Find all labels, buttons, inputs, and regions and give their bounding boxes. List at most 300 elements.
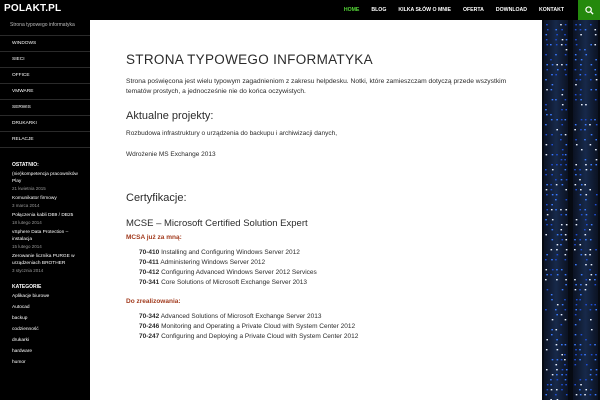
server-led	[579, 239, 581, 240]
server-led	[595, 74, 597, 75]
server-led	[546, 189, 548, 190]
server-led	[562, 104, 564, 105]
server-led	[557, 349, 559, 350]
server-led	[551, 294, 553, 295]
exam-item	[126, 332, 526, 342]
server-led	[585, 194, 587, 195]
server-led	[585, 219, 587, 220]
server-led	[565, 284, 567, 285]
server-led	[590, 239, 592, 240]
server-led	[557, 304, 559, 305]
server-led	[585, 159, 587, 160]
exam-name: Installing and Configuring Windows Server 2012	[161, 249, 300, 256]
server-led	[561, 159, 563, 160]
server-led	[575, 24, 577, 25]
server-led	[576, 304, 578, 305]
server-led	[562, 39, 564, 40]
server-led	[580, 34, 582, 35]
server-led	[595, 149, 597, 150]
server-led	[575, 29, 577, 30]
server-led	[566, 49, 568, 50]
server-led	[556, 374, 558, 375]
server-led	[551, 164, 553, 165]
server-led	[556, 119, 558, 120]
server-led	[552, 194, 554, 195]
server-led	[566, 144, 568, 145]
server-led	[556, 44, 558, 45]
server-led	[557, 274, 559, 275]
server-led	[546, 44, 548, 45]
server-led	[590, 119, 592, 120]
server-led	[590, 89, 592, 90]
server-led	[551, 299, 553, 300]
menu-item-drukarki[interactable]: DRUKARKI	[0, 116, 90, 132]
recent-posts-title: OSTATNIO:	[12, 162, 39, 168]
server-led	[562, 184, 564, 185]
server-led	[561, 124, 563, 125]
recent-post-link[interactable]: (nie)kompetencja pracowników Play	[12, 172, 78, 184]
server-led	[580, 74, 582, 75]
server-led	[566, 224, 568, 225]
server-led	[546, 184, 548, 185]
server-led	[565, 119, 567, 120]
server-led	[575, 39, 577, 40]
server-led	[545, 174, 547, 175]
server-led	[551, 174, 553, 175]
server-led	[561, 224, 563, 225]
server-led	[576, 234, 578, 235]
nav-offer[interactable]: OFERTA	[462, 7, 484, 13]
recent-post-date: 18 lutego 2014	[12, 220, 42, 225]
server-led	[565, 54, 567, 55]
server-led	[560, 174, 562, 175]
server-led	[581, 184, 583, 185]
recent-post-date: 3 marca 2014	[12, 203, 40, 208]
server-led	[552, 359, 554, 360]
server-led	[580, 89, 582, 90]
exam-code: 70-412	[139, 269, 160, 276]
server-led	[550, 59, 552, 60]
nav-download[interactable]: DOWNLOAD	[495, 7, 528, 13]
server-led	[595, 274, 597, 275]
server-led	[579, 289, 581, 290]
menu-item-serwis[interactable]: SERWIS	[0, 100, 90, 116]
server-led	[556, 194, 558, 195]
recent-post	[0, 195, 90, 209]
server-led	[585, 104, 587, 105]
server-led	[585, 264, 587, 265]
server-led	[579, 244, 581, 245]
top-bar	[0, 0, 600, 20]
server-led	[591, 329, 593, 330]
categories-title: KATEGORIE	[12, 284, 42, 290]
exam-item	[126, 268, 526, 278]
menu-item-windows[interactable]: WINDOWS	[0, 36, 90, 52]
server-led	[562, 304, 564, 305]
server-led	[565, 189, 567, 190]
server-led	[562, 89, 564, 90]
server-led	[546, 114, 548, 115]
server-led	[550, 379, 552, 380]
server-led	[557, 359, 559, 360]
server-led	[566, 179, 568, 180]
menu-item-sieci[interactable]: SIECI	[0, 52, 90, 68]
server-led	[581, 149, 583, 150]
server-led	[566, 199, 568, 200]
server-led	[575, 289, 577, 290]
server-led	[552, 169, 554, 170]
categories-widget	[0, 284, 90, 367]
nav-contact[interactable]: KONTAKT	[539, 7, 564, 13]
server-led	[585, 254, 587, 255]
exam-code: 70-341	[139, 279, 160, 286]
nav-blog[interactable]: BLOG	[371, 7, 387, 13]
server-led	[595, 99, 597, 100]
server-led	[560, 24, 562, 25]
server-led	[557, 244, 559, 245]
server-led	[590, 164, 592, 165]
server-led	[551, 204, 553, 205]
server-led	[547, 289, 549, 290]
server-led	[551, 89, 553, 90]
server-led	[565, 164, 567, 165]
server-led	[590, 24, 592, 25]
server-led	[576, 224, 578, 225]
server-led	[585, 74, 587, 75]
server-led	[545, 134, 547, 135]
server-led	[552, 64, 554, 65]
server-led	[584, 394, 586, 395]
server-led	[552, 374, 554, 375]
exam-item	[126, 278, 526, 288]
server-led	[564, 159, 566, 160]
server-led	[575, 264, 577, 265]
category-link[interactable]: hardware	[12, 349, 32, 354]
server-led	[551, 329, 553, 330]
server-led	[594, 44, 596, 45]
server-led	[575, 354, 577, 355]
server-led	[590, 369, 592, 370]
exam-code: 70-342	[139, 313, 160, 320]
server-led	[546, 209, 548, 210]
server-led	[574, 129, 576, 130]
server-led	[579, 349, 581, 350]
server-led	[555, 209, 557, 210]
server-led	[580, 69, 582, 70]
server-led	[575, 69, 577, 70]
category-link[interactable]: Autocad	[12, 305, 30, 310]
server-led	[594, 69, 596, 70]
server-led	[585, 119, 587, 120]
search-button[interactable]	[578, 0, 600, 20]
server-led	[555, 29, 557, 30]
todo-label: Do zrealizowania:	[126, 298, 181, 305]
server-led	[590, 144, 592, 145]
server-led	[550, 44, 552, 45]
server-led	[585, 29, 587, 30]
server-led	[565, 24, 567, 25]
server-led	[584, 129, 586, 130]
menu-item-relacje[interactable]: RELACJE	[0, 132, 90, 148]
server-led	[591, 264, 593, 265]
server-led	[551, 74, 553, 75]
server-led	[561, 64, 563, 65]
server-led	[556, 269, 558, 270]
projects-heading: Aktualne projekty:	[126, 110, 214, 122]
server-led	[575, 314, 577, 315]
server-led	[585, 199, 587, 200]
server-led	[591, 274, 593, 275]
server-led	[574, 279, 576, 280]
exam-code: 70-410	[139, 249, 160, 256]
exam-name: Core Solutions of Microsoft Exchange Server 2013	[161, 279, 308, 286]
server-led	[586, 259, 588, 260]
exam-item	[126, 312, 526, 322]
recent-post-link[interactable]: Połączenia kabli DB9 / DB25	[12, 213, 74, 218]
server-led	[580, 194, 582, 195]
exam-code: 70-411	[139, 259, 159, 266]
server-led	[580, 294, 582, 295]
server-led	[575, 334, 577, 335]
server-led	[589, 124, 591, 125]
server-led	[580, 79, 582, 80]
server-led	[551, 134, 553, 135]
server-led	[576, 394, 578, 395]
recent-post	[0, 212, 90, 226]
server-led	[580, 189, 582, 190]
server-led	[556, 184, 558, 185]
server-led	[546, 204, 548, 205]
category-link[interactable]: codzienność	[12, 327, 39, 332]
menu-item-vmware[interactable]: VMWARE	[0, 84, 90, 100]
server-led	[555, 309, 557, 310]
server-led	[552, 219, 554, 220]
server-led	[561, 344, 563, 345]
server-led	[545, 309, 547, 310]
server-led	[564, 364, 566, 365]
server-led	[560, 334, 562, 335]
server-led	[584, 139, 586, 140]
server-led	[596, 124, 598, 125]
server-led	[594, 304, 596, 305]
server-led	[584, 184, 586, 185]
server-led	[545, 219, 547, 220]
server-led	[574, 244, 576, 245]
nav-about[interactable]: KILKA SŁÓW O MNIE	[398, 7, 451, 13]
server-led	[580, 64, 582, 65]
server-led	[545, 54, 547, 55]
exam-item	[126, 322, 526, 332]
server-led	[574, 169, 576, 170]
server-led	[596, 159, 598, 160]
server-led	[565, 169, 567, 170]
server-led	[546, 224, 548, 225]
server-led	[595, 309, 597, 310]
server-led	[545, 234, 547, 235]
server-led	[580, 344, 582, 345]
server-led	[579, 359, 581, 360]
server-led	[545, 269, 547, 270]
nav-home[interactable]: HOME	[343, 7, 360, 13]
server-led	[589, 254, 591, 255]
server-led	[550, 114, 552, 115]
server-led	[556, 129, 558, 130]
server-led	[555, 364, 557, 365]
server-led	[552, 319, 554, 320]
server-led	[575, 174, 577, 175]
server-room-image	[542, 20, 600, 400]
server-led	[580, 379, 582, 380]
server-led	[591, 134, 593, 135]
server-led	[589, 189, 591, 190]
server-led	[545, 109, 547, 110]
cert-title: MCSE – Microsoft Certified Solution Expert	[126, 218, 308, 229]
menu-item-office[interactable]: OFFICE	[0, 68, 90, 84]
recent-post	[0, 171, 90, 192]
server-led	[552, 269, 554, 270]
server-led	[565, 319, 567, 320]
project-item: Wdrożenie MS Exchange 2013	[126, 151, 216, 158]
recent-post-link[interactable]: Zerowanie licznika PURGE w urządzeniach BROTHER	[12, 254, 75, 266]
server-led	[595, 139, 597, 140]
server-led	[565, 134, 567, 135]
category-link[interactable]: drukarki	[12, 338, 30, 343]
server-led	[590, 374, 592, 375]
server-led	[565, 74, 567, 75]
server-led	[546, 369, 548, 370]
page-title: STRONA TYPOWEGO INFORMATYKA	[126, 52, 373, 67]
server-led	[595, 204, 597, 205]
server-led	[565, 259, 567, 260]
server-led	[555, 99, 557, 100]
server-led	[560, 229, 562, 230]
mcsa-exam-list	[126, 248, 526, 288]
recent-post-link[interactable]: Komunikator firmowy	[12, 196, 57, 201]
page-article	[126, 20, 526, 342]
server-led	[565, 239, 567, 240]
server-led	[552, 99, 554, 100]
category-link[interactable]: Aplikacje biurowe	[12, 294, 50, 299]
server-led	[575, 94, 577, 95]
server-led	[579, 389, 581, 390]
server-led	[590, 44, 592, 45]
site-title[interactable]: POLAKT.PL	[4, 3, 62, 14]
server-racks-illustration	[542, 20, 600, 400]
server-led	[580, 99, 582, 100]
server-led	[566, 39, 568, 40]
server-led	[595, 354, 597, 355]
server-led	[595, 359, 597, 360]
server-led	[565, 344, 567, 345]
server-led	[584, 209, 586, 210]
server-led	[547, 384, 549, 385]
server-led	[561, 384, 563, 385]
recent-post-link[interactable]: vSphere Data Protection – instalacja	[12, 230, 69, 242]
exam-name: Configuring Advanced Windows Server 2012 Services	[161, 269, 317, 276]
server-led	[546, 254, 548, 255]
server-led	[591, 379, 593, 380]
server-led	[561, 44, 563, 45]
server-led	[590, 389, 592, 390]
server-led	[565, 214, 567, 215]
server-led	[576, 79, 578, 80]
server-led	[590, 249, 592, 250]
server-led	[545, 394, 547, 395]
server-led	[596, 194, 598, 195]
server-led	[561, 109, 563, 110]
server-led	[555, 39, 557, 40]
server-led	[560, 214, 562, 215]
server-led	[564, 359, 566, 360]
server-led	[556, 64, 558, 65]
server-led	[580, 309, 582, 310]
server-led	[555, 199, 557, 200]
server-led	[545, 279, 547, 280]
server-led	[595, 249, 597, 250]
exam-name: Administering Windows Server 2012	[160, 259, 266, 266]
server-led	[579, 209, 581, 210]
server-led	[596, 79, 598, 80]
server-led	[555, 394, 557, 395]
server-led	[581, 104, 583, 105]
server-led	[579, 169, 581, 170]
server-led	[595, 284, 597, 285]
server-led	[551, 119, 553, 120]
server-led	[564, 34, 566, 35]
server-led	[560, 134, 562, 135]
server-led	[576, 299, 578, 300]
category-link[interactable]: backup	[12, 316, 28, 321]
server-led	[546, 64, 548, 65]
server-led	[562, 94, 564, 95]
server-led	[560, 244, 562, 245]
recent-post-date: 3 stycznia 2014	[12, 268, 44, 273]
server-led	[552, 84, 554, 85]
server-led	[580, 284, 582, 285]
server-led	[561, 119, 563, 120]
exam-name: Monitoring and Operating a Private Cloud with System Center 2012	[161, 323, 356, 330]
server-led	[575, 284, 577, 285]
server-led	[576, 219, 578, 220]
server-led	[584, 49, 586, 50]
server-led	[557, 254, 559, 255]
server-led	[556, 389, 558, 390]
server-led	[579, 204, 581, 205]
server-led	[580, 129, 582, 130]
server-led	[585, 284, 587, 285]
server-led	[581, 249, 583, 250]
server-led	[576, 44, 578, 45]
server-led	[564, 299, 566, 300]
server-led	[564, 69, 566, 70]
category-link[interactable]: humor	[12, 360, 26, 365]
recent-post	[0, 229, 90, 250]
server-led	[545, 79, 547, 80]
server-led	[574, 359, 576, 360]
server-led	[591, 354, 593, 355]
server-led	[556, 369, 558, 370]
server-led	[561, 269, 563, 270]
server-led	[561, 314, 563, 315]
server-led	[565, 309, 567, 310]
server-led	[546, 89, 548, 90]
server-led	[550, 384, 552, 385]
server-led	[575, 189, 577, 190]
server-led	[595, 34, 597, 35]
server-led	[575, 59, 577, 60]
server-led	[580, 394, 582, 395]
server-led	[589, 269, 591, 270]
